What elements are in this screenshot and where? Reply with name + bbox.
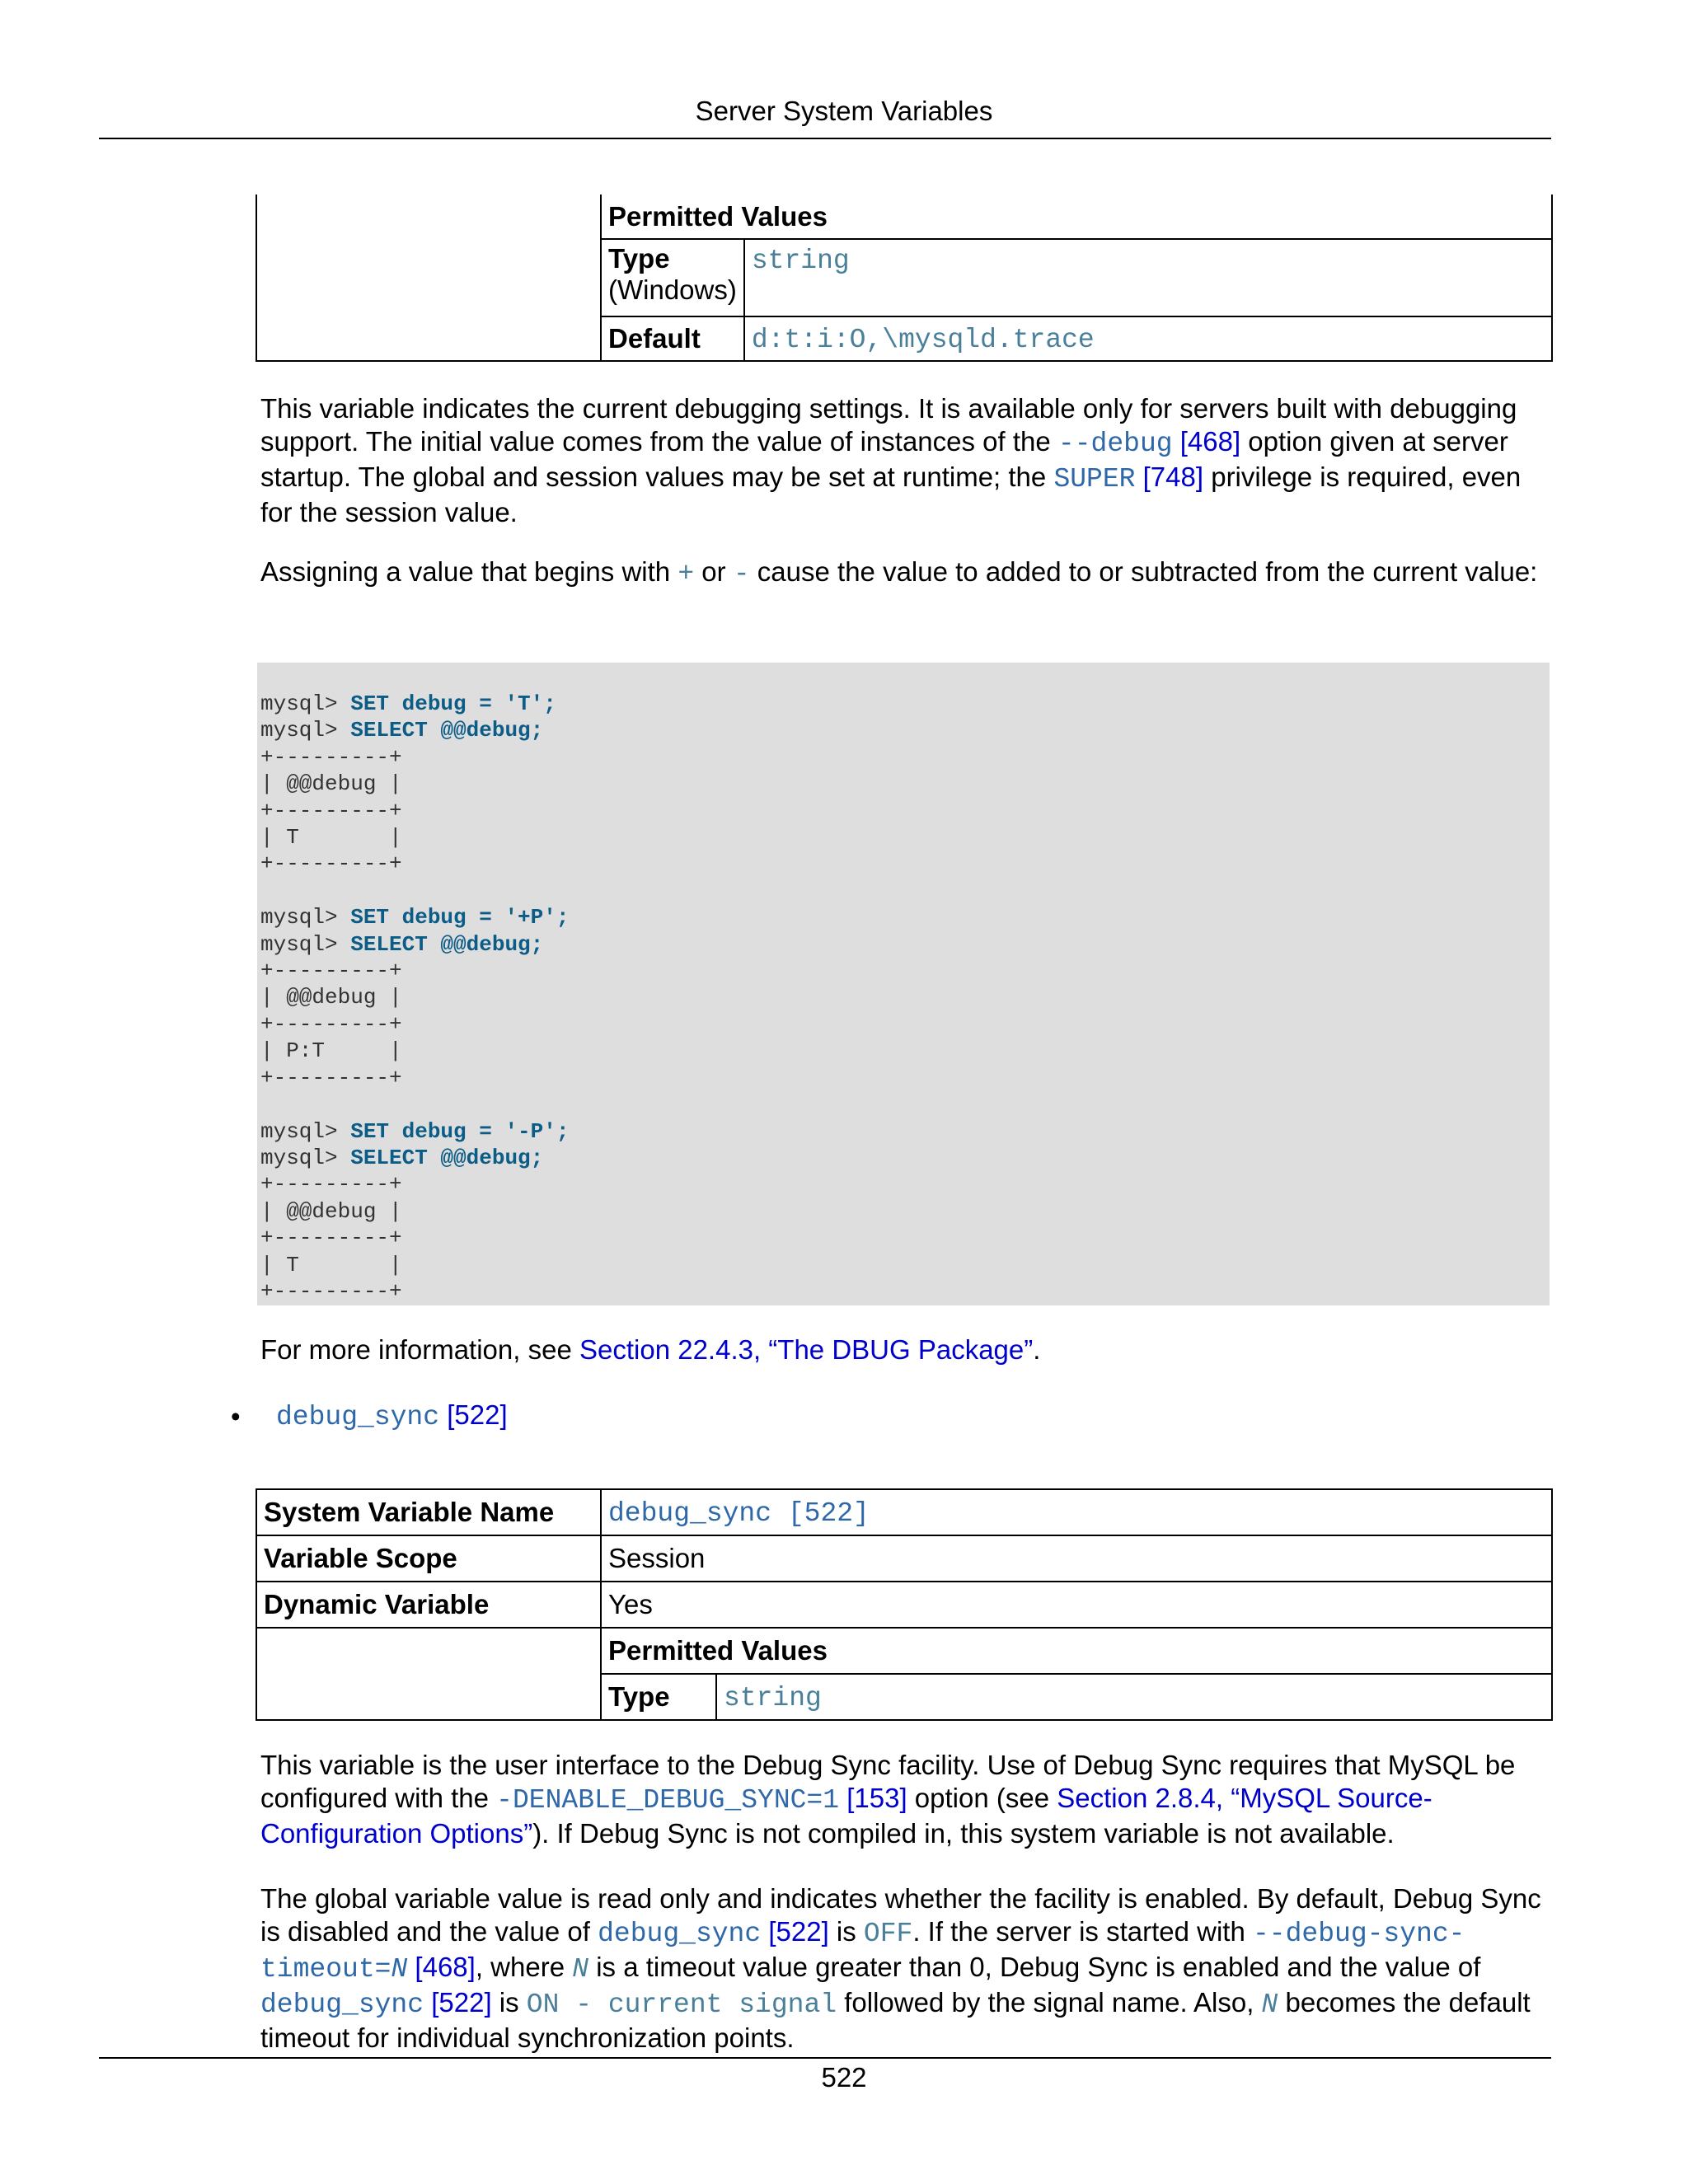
debug-sync-link-3[interactable]: debug_sync xyxy=(260,1990,424,2020)
debug-sync-link-2[interactable]: debug_sync xyxy=(598,1919,762,1949)
ref-748-link[interactable]: [748] xyxy=(1142,462,1204,492)
table2-permitted-values: Permitted Values xyxy=(601,1628,1552,1674)
debug-sync-timeout-link[interactable]: --debug-sync-timeout=N xyxy=(260,1919,1465,1985)
table1-empty-cell xyxy=(256,194,601,361)
debug-sync-global-paragraph: The global variable value is read only and indicates whether the facility is enabled. By default, Debug Sync is disabled and the value of debug_sync [522] is OFF. If the server is started with --debug-sync-timeout=N [468], where N is a timeout value greater than 0, Debug Sync is enabled and the value of debug_sync [522] is ON - current signal followed by the signal name. Also, N becomes the default timeout for individual synchronization points. xyxy=(260,1883,1541,2053)
bullet-marker: • xyxy=(231,1401,241,1432)
ref-522-link-3[interactable]: [522] xyxy=(431,1987,492,2018)
table1-type-value: string xyxy=(744,239,1552,316)
dbug-package-link[interactable]: Section 22.4.3, “The DBUG Package” xyxy=(579,1334,1034,1365)
super-privilege-link[interactable]: SUPER xyxy=(1053,464,1136,494)
table2-scope-value: Session xyxy=(601,1535,1552,1582)
ref-522-link[interactable]: [522] xyxy=(447,1399,508,1430)
table2-type-label: Type xyxy=(601,1674,716,1720)
table1-type-qualifier: (Windows) xyxy=(608,274,737,305)
enable-debug-sync-link[interactable]: -DENABLE_DEBUG_SYNC=1 xyxy=(496,1785,840,1816)
debug-option-link[interactable]: --debug xyxy=(1057,429,1173,459)
ref-522-link-2[interactable]: [522] xyxy=(768,1916,829,1947)
table2-name-label: System Variable Name xyxy=(256,1489,601,1535)
table1-permitted-values: Permitted Values xyxy=(601,194,1552,239)
debug-sync-entry xyxy=(276,1399,508,1432)
code-example-block xyxy=(257,663,1550,1305)
debug-sync-link[interactable]: debug_sync xyxy=(276,1402,440,1432)
assign-value-paragraph: Assigning a value that begins with + or - cause the value to added to or subtracted from the current value: xyxy=(260,556,1538,589)
ref-468-link-2[interactable]: [468] xyxy=(415,1952,476,1982)
table1-type-cell xyxy=(601,239,744,316)
ref-468-link[interactable]: [468] xyxy=(1179,426,1241,457)
ref-153-link[interactable]: [153] xyxy=(846,1783,907,1813)
table2-scope-label: Variable Scope xyxy=(256,1535,601,1582)
debug-description-paragraph: This variable indicates the current debugging settings. It is available only for servers built with debugging support. The initial value comes from the value of instances of the --debug [468] option given at server startup. The global and session values may be set at runtime; the SUPER [748] privilege is required, even for the session value. xyxy=(260,393,1522,527)
source-config-options-link[interactable]: Section 2.8.4, “MySQL Source-Configuration Options” xyxy=(260,1783,1432,1849)
page-number: 522 xyxy=(821,2062,867,2093)
debug-sync-variable-table xyxy=(256,1488,1553,1721)
header-rule xyxy=(99,138,1551,139)
table1-default-value: d:t:i:O,\mysqld.trace xyxy=(744,316,1552,361)
table1-default-label: Default xyxy=(601,316,744,361)
table2-name-value: debug_sync [522] xyxy=(601,1489,1552,1535)
table2-dynamic-label: Dynamic Variable xyxy=(256,1582,601,1628)
table1-type-label: Type xyxy=(608,243,670,274)
footer-rule xyxy=(99,2057,1551,2059)
page-header: Server System Variables xyxy=(695,96,993,126)
permitted-values-table-debug xyxy=(256,194,1553,362)
table2-dynamic-value: Yes xyxy=(601,1582,1552,1628)
table2-type-value: string xyxy=(716,1674,1552,1720)
code-example: mysql> SET debug = 'T'; mysql> SELECT @@debug; +---------+ | @@debug | +---------+ | T | +---------+ mysql> SET debug = '+P'; mysql> SELECT @@debug; +---------+ | @@debug | +---------+ | P:T | +---------+ mysql> SET debug = '-P'; mysql> SELECT @@debug; +---------+ | @@debug | +---------+ | T | +---------+ xyxy=(260,691,570,1304)
debug-sync-description-paragraph: This variable is the user interface to the Debug Sync facility. Use of Debug Sync requires that MySQL be configured with the -DENABLE_DEBUG_SYNC=1 [153] option (see Section 2.8.4, “MySQL Source-Configuration Options”). If Debug Sync is not compiled in, this system variable is not available. xyxy=(260,1750,1516,1849)
table2-empty-cell xyxy=(256,1628,601,1720)
more-info-paragraph: For more information, see Section 22.4.3, “The DBUG Package”. xyxy=(260,1334,1041,1365)
